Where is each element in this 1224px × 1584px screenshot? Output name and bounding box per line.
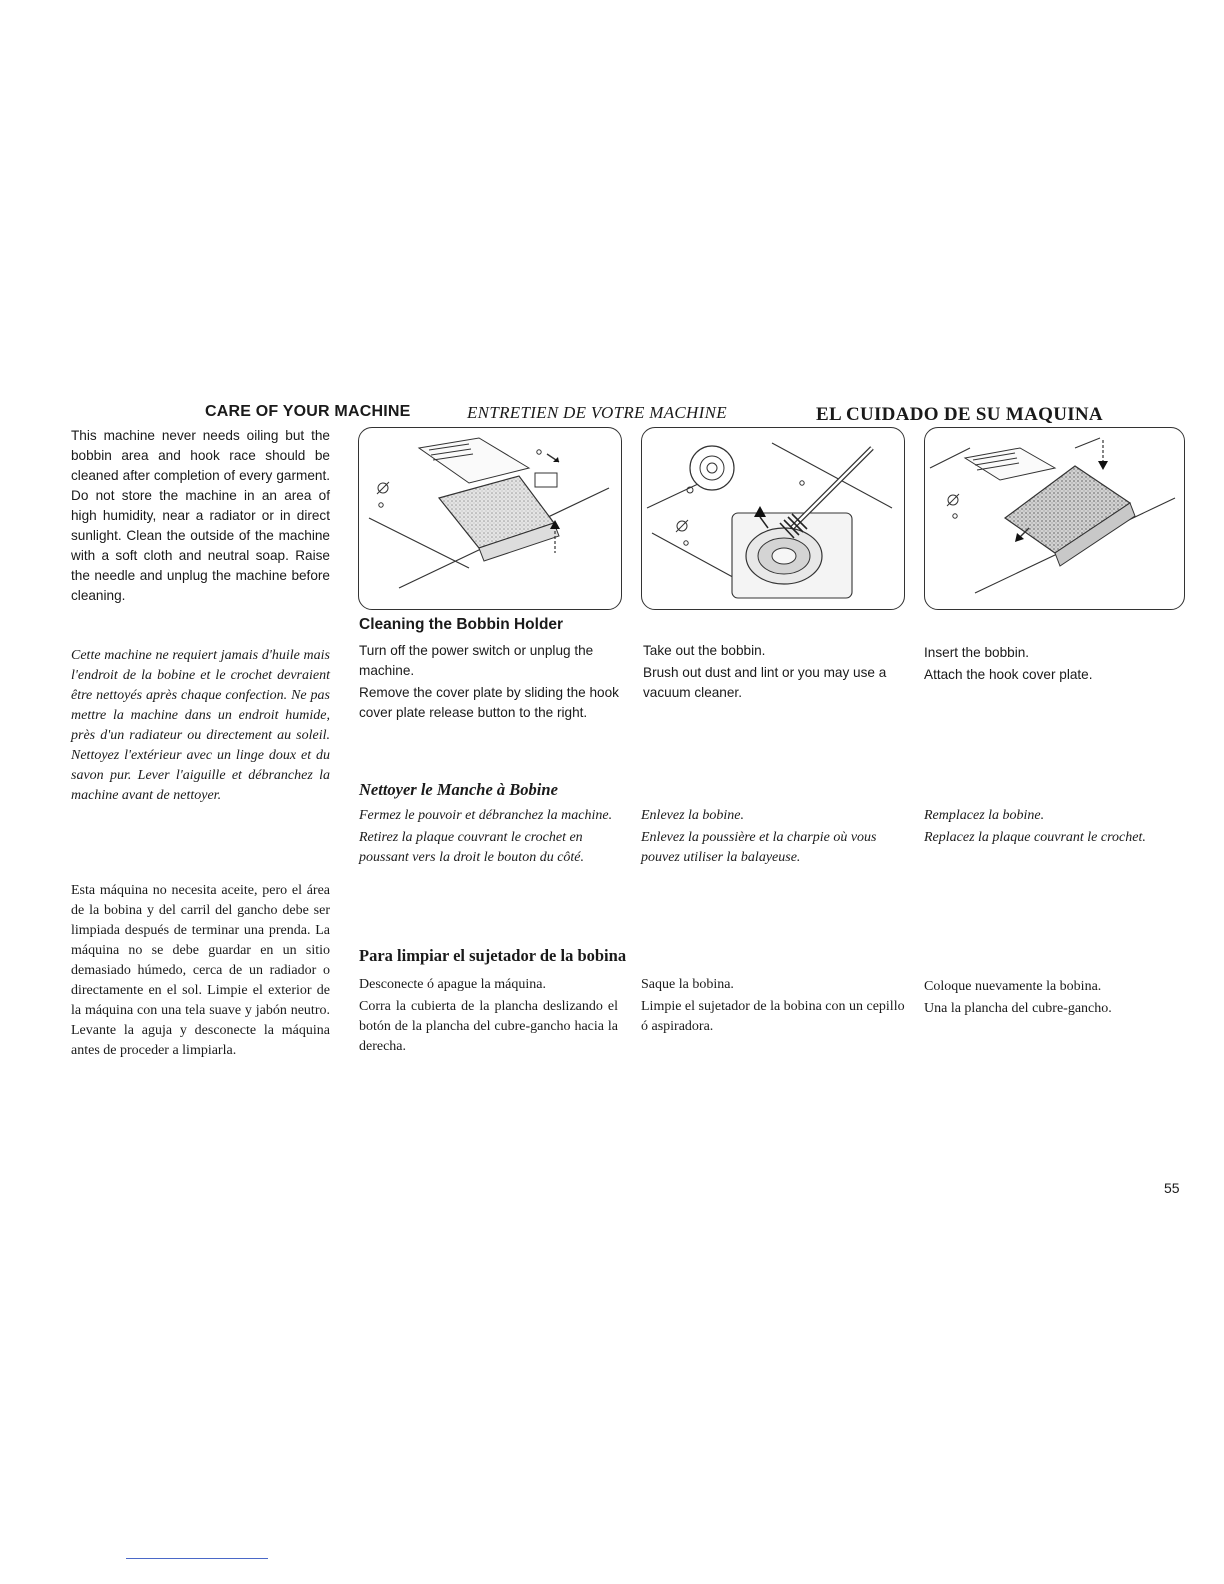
step-text: Fermez le pouvoir et débranchez la machine. xyxy=(359,808,613,823)
step-text: Remove the cover plate by sliding the hook cover plate release button to the right. xyxy=(359,685,619,720)
page-number: 55 xyxy=(1164,1180,1180,1196)
step-text: Turn off the power switch or unplug the machine. xyxy=(359,643,594,678)
step-text: Attach the hook cover plate. xyxy=(924,667,1093,682)
steps-spanish-col2 xyxy=(641,975,906,1039)
steps-spanish-col3 xyxy=(924,977,1189,1021)
step-text: Take out the bobbin. xyxy=(643,643,766,658)
figure-attach-cover-plate xyxy=(924,427,1185,610)
step-text: Limpie el sujetador de la bobina con un cepillo ó aspiradora. xyxy=(641,999,905,1034)
figure-brush-bobbin-area xyxy=(641,427,905,610)
steps-english-col3 xyxy=(924,643,1184,687)
step-text: Brush out dust and lint or you may use a vacuum cleaner. xyxy=(643,665,887,700)
steps-french-col3 xyxy=(924,806,1189,850)
steps-english-col1 xyxy=(359,641,619,725)
cover-plate-removal-illustration xyxy=(359,428,621,609)
steps-french-col2 xyxy=(641,806,906,870)
subheading-french: Nettoyer le Manche à Bobine xyxy=(359,780,558,799)
step-text: Enlevez la bobine. xyxy=(641,808,745,823)
bottom-divider xyxy=(126,1558,268,1559)
steps-english-col2 xyxy=(643,641,908,705)
heading-spanish: EL CUIDADO DE SU MAQUINA xyxy=(816,404,1103,425)
figure-remove-cover-plate xyxy=(358,427,622,610)
step-text: Replacez la plaque couvrant le crochet. xyxy=(924,830,1146,845)
step-text: Saque la bobina. xyxy=(641,977,734,992)
intro-spanish: Esta máquina no necesita aceite, pero el área de la bobina y del carril del gancho debe ser limpiada después de terminar una prenda. La máquina no se debe guardar en un sitio demasiado húmedo, cerca de un radiador o directamente en el sol. Limpie el exterior de la máquina con una tela suave y jabón neutro. Levante la aguja y desconecte la máquina antes de proceder a limpiarla. xyxy=(71,883,330,1058)
bobbin-brush-illustration xyxy=(642,428,904,609)
heading-french: ENTRETIEN DE VOTRE MACHINE xyxy=(467,403,727,422)
step-text: Corra la cubierta de la plancha deslizando el botón de la plancha del cubre-gancho hacia la derecha. xyxy=(359,999,618,1054)
steps-spanish-col1 xyxy=(359,975,618,1059)
intro-english: This machine never needs oiling but the bobbin area and hook race should be cleaned after completion of every garment. Do not store the machine in an area of high humidity, near a radiator or in direct sunlight. Clean the outside of the machine with a soft cloth and neutral soap. Raise the needle and unplug the machine before cleaning. xyxy=(71,428,330,603)
step-text: Insert the bobbin. xyxy=(924,645,1030,660)
subheading-english: Cleaning the Bobbin Holder xyxy=(359,616,564,633)
step-text: Coloque nuevamente la bobina. xyxy=(924,979,1102,994)
intro-french: Cette machine ne requiert jamais d'huile mais l'endroit de la bobine et le crochet devraient être nettoyés après chaque confection. Ne pas mettre la machine dans un endroit humide, près d'un radiateur ou directement au soleil. Nettoyez l'extérieur avec un linge doux et du savon pur. Lever l'aiguille et débranchez la machine avant de nettoyer. xyxy=(71,648,330,803)
heading-english: CARE OF YOUR MACHINE xyxy=(205,403,411,420)
step-text: Remplacez la bobine. xyxy=(924,808,1045,823)
cover-plate-attach-illustration xyxy=(925,428,1184,609)
step-text: Retirez la plaque couvrant le crochet en poussant vers la droit le bouton du côté. xyxy=(359,830,585,865)
step-text: Una la plancha del cubre-gancho. xyxy=(924,1001,1112,1016)
step-text: Enlevez la poussière et la charpie où vous pouvez utiliser la balayeuse. xyxy=(641,830,877,865)
steps-french-col1 xyxy=(359,806,619,870)
subheading-spanish: Para limpiar el sujetador de la bobina xyxy=(359,946,627,965)
step-text: Desconecte ó apague la máquina. xyxy=(359,977,546,992)
